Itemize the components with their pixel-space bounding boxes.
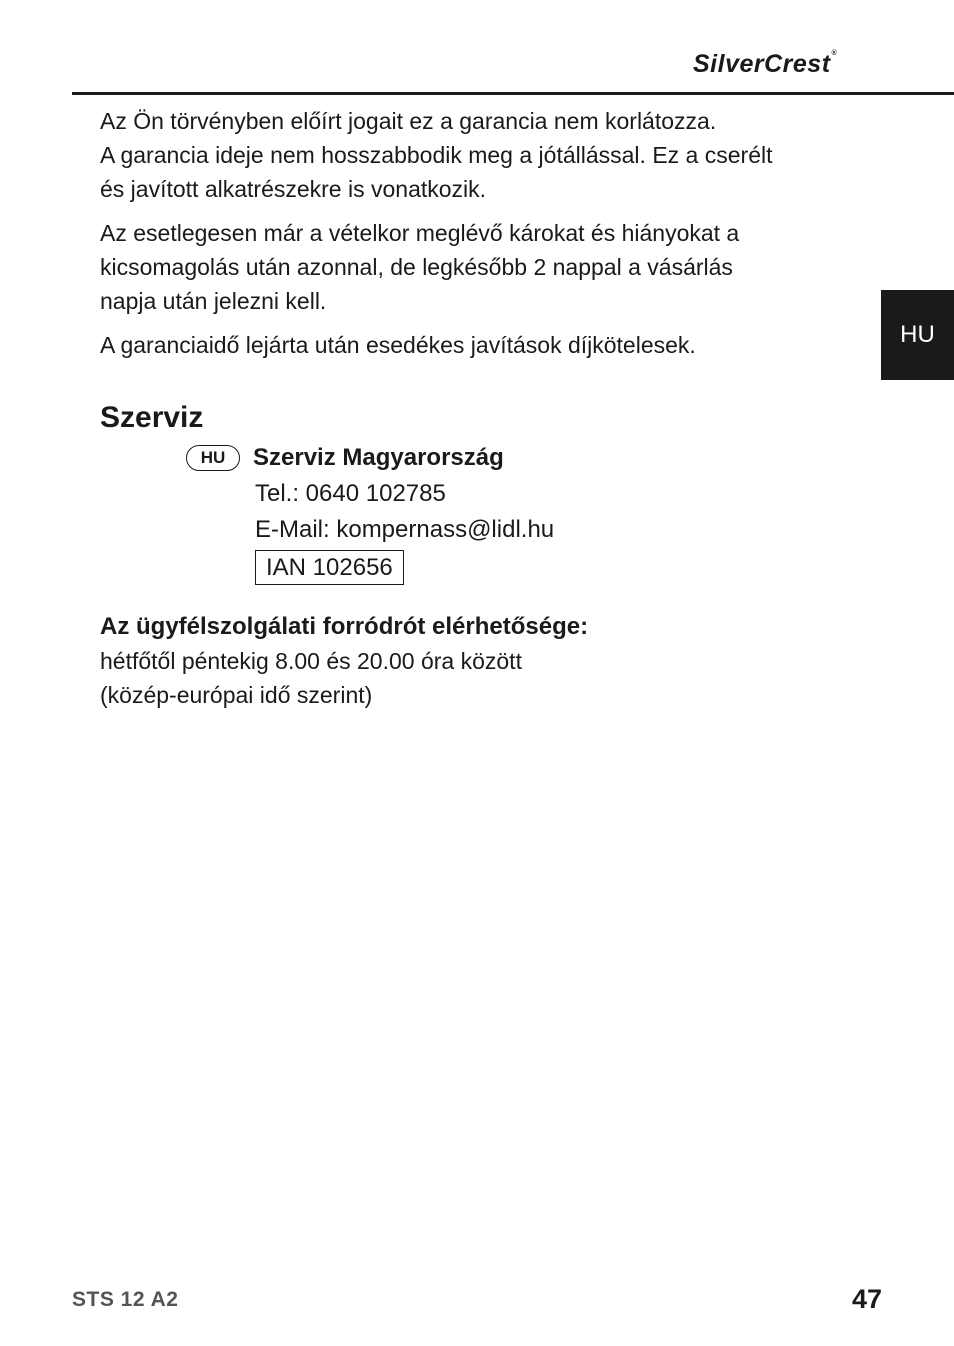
text-line: A garanciaidő lejárta után esedékes javítások díjkötelesek. [100, 332, 696, 358]
warranty-paragraph-1 [100, 104, 860, 206]
text-line: Az esetlegesen már a vételkor meglévő károkat és hiányokat a [100, 220, 740, 246]
service-phone: Tel.: 0640 102785 [255, 480, 446, 507]
service-contact [186, 440, 554, 585]
hotline-title: Az ügyfélszolgálati forródrót elérhetősége: [100, 613, 589, 640]
hotline-info [100, 610, 860, 712]
brand-logo [693, 50, 837, 79]
warranty-paragraph-2 [100, 216, 860, 318]
hotline-hours: hétfőtől péntekig 8.00 és 20.00 óra között [100, 648, 522, 674]
service-email: E-Mail: kompernass@lidl.hu [255, 516, 555, 543]
language-tab: HU [881, 290, 954, 380]
header-rule [72, 92, 954, 95]
page-number: 47 [851, 1284, 882, 1314]
text-line: napja után jelezni kell. [100, 288, 327, 314]
country-badge: HU [186, 445, 240, 471]
registered-mark: ® [831, 50, 838, 57]
ian-box: IAN 102656 [255, 550, 404, 585]
warranty-paragraph-3 [100, 328, 860, 362]
service-name: Szerviz Magyarország [253, 444, 504, 471]
text-line: kicsomagolás után azonnal, de legkésőbb 2 nappal a vásárlás [100, 254, 733, 280]
text-line: Az Ön törvényben előírt jogait ez a garancia nem korlátozza. [100, 108, 717, 134]
main-content [100, 104, 860, 436]
text-line: A garancia ideje nem hosszabbodik meg a jótállással. Ez a cserélt [100, 142, 773, 168]
service-header-row [186, 440, 554, 476]
text-line: és javított alkatrészekre is vonatkozik. [100, 176, 487, 202]
brand-name: SilverCrest [693, 50, 831, 78]
hotline-timezone: (közép-európai idő szerint) [100, 682, 373, 708]
section-heading: Szerviz [100, 401, 204, 434]
footer-model: STS 12 A2 [72, 1288, 179, 1311]
